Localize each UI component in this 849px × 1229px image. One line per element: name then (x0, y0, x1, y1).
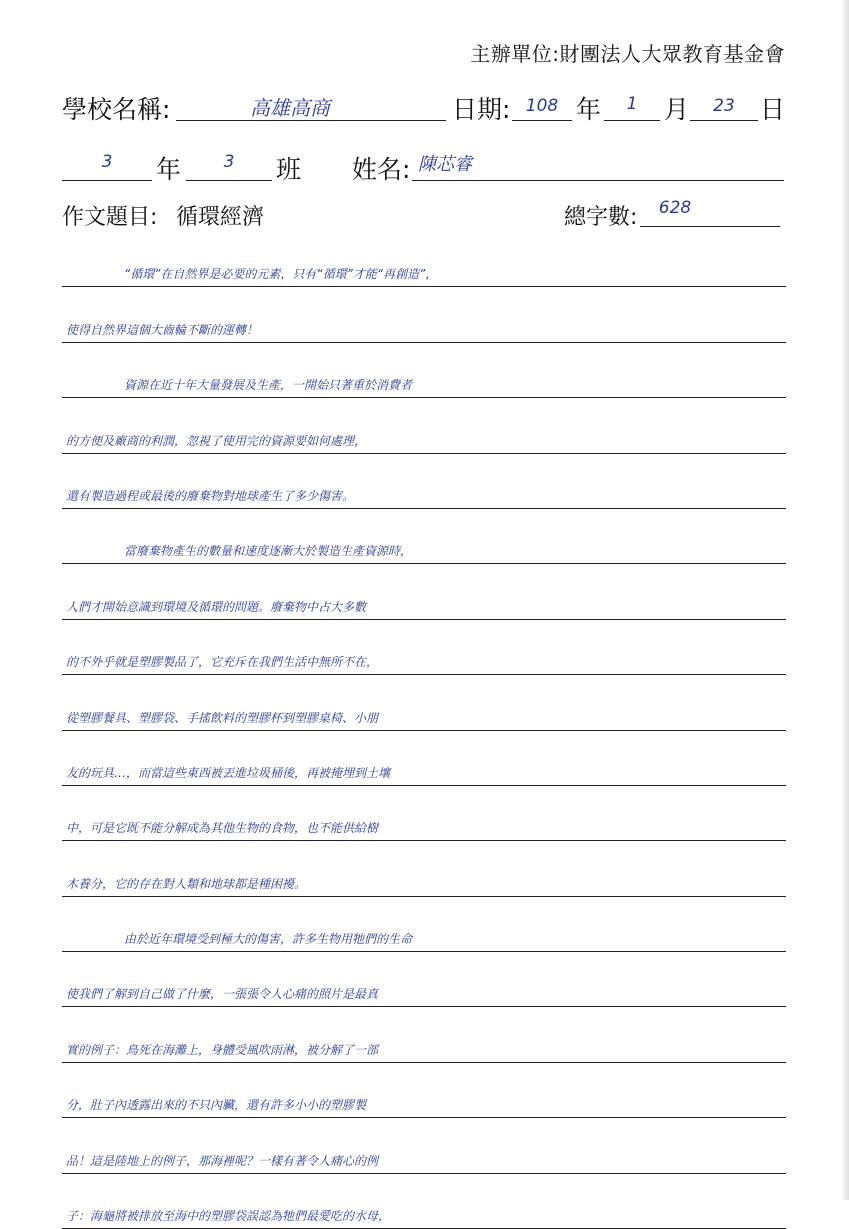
school-label: 學校名稱: (62, 95, 171, 124)
essay-line (62, 454, 786, 509)
essay-line (62, 1174, 786, 1229)
month-label: 月 (664, 95, 690, 124)
essay-line-text: 由於近年環境受到極大的傷害，許多生物用牠們的生命 (124, 932, 413, 947)
essay-line-text: 人們才開始意識到環境及循環的問題。廢棄物中占大多數 (66, 599, 367, 614)
grade-value: 3 (101, 152, 113, 172)
essay-line-text: 品！這是陸地上的例子，那海裡呢？一樣有著令人痛心的例 (66, 1153, 379, 1168)
essay-line (62, 675, 786, 730)
essay-line (62, 287, 786, 342)
wordcount-value: 628 (658, 198, 692, 218)
essay-line (62, 786, 786, 841)
topic-label: 作文題目: (62, 205, 158, 230)
essay-line-text: 當廢棄物產生的數量和速度逐漸大於製造生產資源時， (124, 544, 413, 559)
day-label: 日 (760, 95, 786, 124)
date-day-underline (690, 120, 758, 121)
wordcount-underline (640, 226, 780, 227)
essay-line (62, 620, 786, 675)
essay-line-text: 從塑膠餐具、塑膠袋、手搖飲料的塑膠杯到塑膠桌椅、小朋 (66, 710, 379, 725)
essay-line (62, 1007, 786, 1062)
date-year-value: 108 (525, 96, 559, 116)
essay-line-text: 還有製造過程或最後的廢棄物對地球產生了多少傷害。 (66, 488, 355, 503)
essay-line-text: 的方便及廠商的利潤，忽視了使用完的資源要如何處理， (66, 433, 367, 448)
essay-line-text: “循環”在自然界是必要的元素，只有“循環”才能“再創造”， (124, 267, 438, 282)
essay-line-text: 子：海龜將被排放至海中的塑膠袋誤認為牠們最愛吃的水母， (66, 1209, 391, 1224)
date-month-value: 1 (626, 94, 638, 114)
essay-line-text: 木養分，它的存在對人類和地球都是種困擾。 (66, 876, 307, 891)
name-value: 陳芯睿 (418, 154, 472, 175)
essay-line (62, 343, 786, 398)
date-month-underline (604, 120, 660, 121)
essay-line-text: 資源在近十年大量發展及生產，一開始只著重於消費者 (124, 378, 413, 393)
scan-edge-shadow (841, 0, 849, 1200)
essay-line-text: 的不外乎就是塑膠製品了，它充斥在我們生活中無所不在， (66, 655, 379, 670)
essay-line (62, 509, 786, 564)
essay-line (62, 1118, 786, 1173)
topic-value: 循環經濟 (176, 205, 265, 230)
essay-line (62, 1063, 786, 1118)
essay-line-text: 使得自然界這個大齒輪不斷的運轉！ (66, 322, 259, 337)
essay-line-text: 友的玩具…，而當這些東西被丟進垃圾桶後，再被掩埋到土壤 (66, 765, 391, 780)
name-underline (412, 180, 784, 181)
essay-line (62, 841, 786, 896)
essay-line-text: 實的例子：鳥死在海灘上，身體受風吹雨淋，被分解了一部 (66, 1042, 379, 1057)
organizer-header: 主辦單位:財團法人大眾教育基金會 (470, 42, 785, 66)
essay-line (62, 897, 786, 952)
year-label: 年 (576, 95, 602, 124)
essay-line-text: 使我們了解到自己做了什麼，一張張令人心痛的照片是最真 (66, 987, 379, 1002)
date-label: 日期: (452, 95, 511, 124)
date-year-underline (512, 120, 572, 121)
class-underline (186, 180, 272, 181)
school-value: 高雄高商 (250, 96, 330, 120)
name-label: 姓名: (352, 155, 411, 184)
class-value: 3 (223, 152, 235, 172)
essay-line (62, 952, 786, 1007)
grade-label: 年 (156, 155, 182, 184)
date-day-value: 23 (713, 96, 735, 116)
essay-line-text: 分，肚子內透露出來的不只內臟，還有許多小小的塑膠製 (66, 1098, 367, 1113)
grade-underline (62, 180, 152, 181)
essay-line (62, 398, 786, 453)
essay-line-text: 中，可是它既不能分解成為其他生物的食物，也不能供給樹 (66, 821, 379, 836)
essay-body (62, 232, 786, 1229)
wordcount-label: 總字數: (564, 205, 638, 230)
essay-line (62, 731, 786, 786)
essay-line (62, 564, 786, 619)
essay-line (62, 232, 786, 287)
class-label: 班 (276, 155, 302, 184)
